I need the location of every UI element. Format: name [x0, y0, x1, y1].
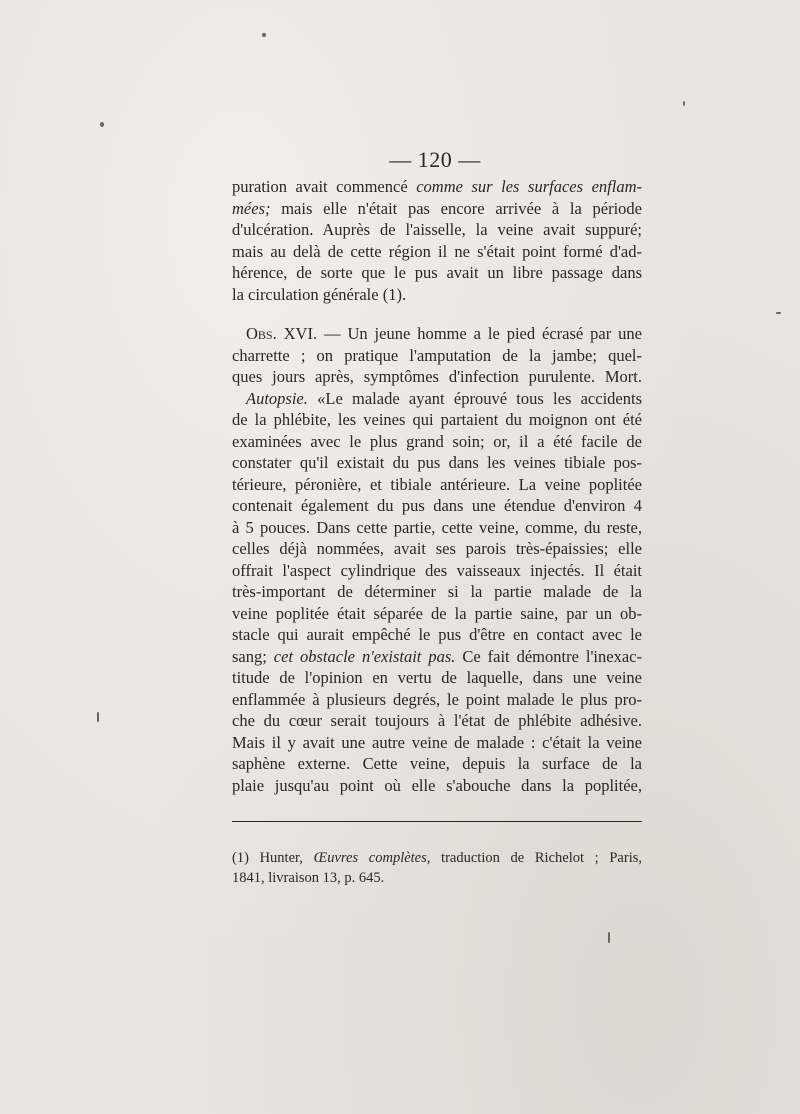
obs-label: Obs.	[246, 324, 277, 343]
text-run: puration avait commencé	[232, 177, 417, 196]
text-line: ques jours après, symptômes d'infection purulente. Mort.	[232, 367, 642, 386]
paragraph-2	[232, 323, 642, 388]
text-line	[232, 646, 642, 668]
text-line: hérence, de sorte que le pus avait un libre passage dans	[232, 263, 642, 282]
text-line: veine poplitée était séparée de la partie saine, par un ob-	[232, 603, 642, 623]
paragraph-3	[232, 388, 642, 797]
text-line: saphène externe. Cette veine, depuis la surface de la	[232, 754, 642, 773]
footnote	[232, 848, 642, 888]
body-text	[232, 176, 642, 796]
text-line: examinées avec le plus grand soin; or, il a été facile de	[232, 431, 642, 451]
paper-speck	[776, 312, 781, 314]
text-line: contenait également du pus dans une étendue d'environ 4	[232, 496, 642, 515]
paper-speck	[683, 101, 685, 106]
text-line	[232, 198, 642, 220]
paragraph-gap	[232, 305, 642, 323]
text-line	[232, 176, 642, 198]
text-run: (1) Hunter,	[232, 850, 314, 866]
paper-speck	[100, 122, 104, 127]
text-line: constater qu'il existait du pus dans les veines tibiale pos-	[232, 453, 642, 472]
text-line: Mais il y avait une autre veine de malade : c'était la veine	[232, 732, 642, 752]
italic-run: mées;	[232, 198, 271, 218]
text-run: traduction de Richelot ; Paris,	[430, 850, 642, 866]
paper-speck	[262, 33, 266, 37]
text-line: la circulation générale (1).	[232, 284, 407, 304]
italic-run: cet obstacle n'existait pas.	[273, 646, 456, 666]
text-line: celles déjà nommées, avait ses parois très-épaissies; elle	[232, 539, 642, 558]
text-line: offrait l'aspect cylindrique des vaisseaux injectés. Il était	[232, 560, 642, 580]
text-line: à 5 pouces. Dans cette partie, cette veine, comme, du reste,	[232, 517, 642, 537]
text-line: titude de l'opinion en vertu de laquelle, dans une veine	[232, 668, 642, 687]
text-line: plaie jusqu'au point où elle s'abouche dans la poplitée,	[232, 775, 642, 795]
text-line: térieure, péronière, et tibiale antérieure. La veine poplitée	[232, 474, 642, 494]
text-line: de la phlébite, les veines qui partaient du moignon ont été	[232, 410, 642, 429]
text-run: sang;	[232, 646, 274, 666]
text-run: Ce fait démontre l'inexac-	[455, 646, 642, 666]
text-run: «Le malade ayant éprouvé tous les accidents	[307, 388, 642, 408]
paper-speck	[608, 932, 610, 943]
text-line: enflammée à plusieurs degrés, le point malade le plus pro-	[232, 689, 642, 709]
text-line: d'ulcération. Auprès de l'aisselle, la veine avait suppuré;	[232, 220, 642, 239]
text-run: XVI. — Un jeune homme a le pied écrasé par une	[276, 324, 642, 343]
text-line: stacle qui aurait empêché le pus d'être en contact avec le	[232, 625, 642, 644]
text-line: che du cœur serait toujours à l'état de phlébite adhésive.	[232, 711, 642, 730]
footnote-line: 1841, livraison 13, p. 645.	[232, 870, 385, 886]
text-line	[232, 323, 642, 345]
text-line: très-important de déterminer si la partie malade de la	[232, 582, 642, 601]
text-line: charrette ; on pratique l'amputation de la jambe; quel-	[232, 345, 642, 365]
text-run: mais elle n'était pas encore arrivée à la période	[270, 198, 642, 218]
footnote-rule	[232, 821, 642, 822]
italic-run: Œuvres complètes,	[313, 850, 431, 866]
paper-speck	[97, 712, 99, 722]
footnote-line	[232, 848, 642, 868]
page-number: — 120 —	[389, 147, 481, 172]
text-line: mais au delà de cette région il ne s'était point formé d'ad-	[232, 241, 642, 261]
italic-run: comme sur les surfaces enflam-	[416, 177, 642, 196]
text-line	[232, 388, 642, 410]
paragraph-1	[232, 176, 642, 305]
autopsie-label: Autopsie.	[246, 388, 308, 408]
